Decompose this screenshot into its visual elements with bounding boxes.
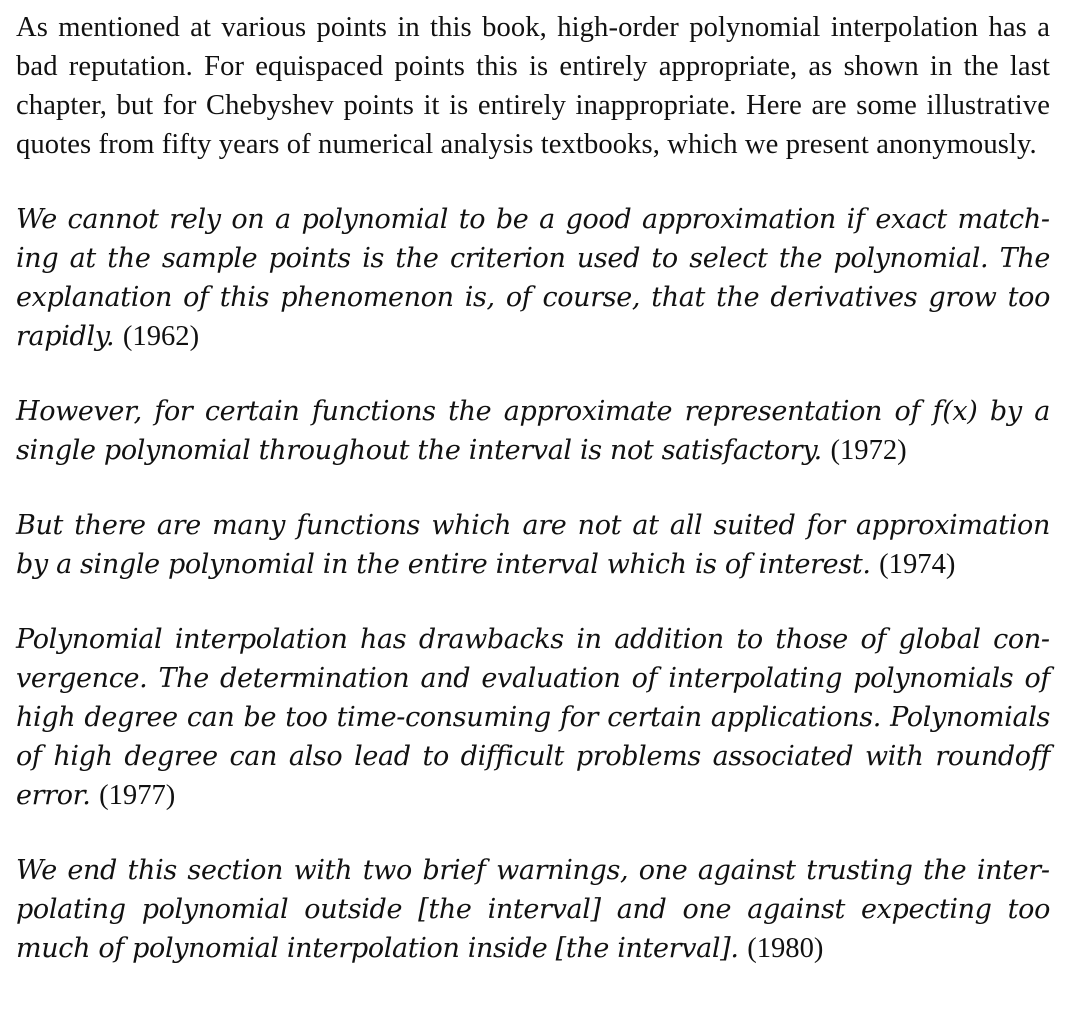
quote-1962	[16, 200, 1050, 356]
quote-year: (1980)	[747, 933, 824, 964]
quote-text: Polynomial interpolation has drawbacks in addition to those of global convergence. The determination and evaluation of interpolating polynomials of high degree can be too time-consuming for certain applications. Polynomials of high degree can also lead to difficult problems associated with roundoff error.	[16, 624, 1050, 811]
quote-1977	[16, 620, 1050, 815]
quote-year: (1977)	[99, 780, 176, 811]
quote-year: (1974)	[879, 549, 956, 580]
quote-1972	[16, 392, 1050, 470]
quote-year: (1962)	[122, 321, 200, 352]
quote-year: (1972)	[830, 435, 907, 466]
quote-text: But there are many functions which are not at all suited for approximation by a single polynomial in the entire interval which is of interest.	[16, 510, 1050, 580]
quote-1980	[16, 851, 1050, 968]
quote-text: We end this section with two brief warnings, one against trusting the interpolating polynomial outside [the interval] and one against expecting too much of polynomial interpolation inside [the interval].	[16, 855, 1050, 964]
quote-text: We cannot rely on a polynomial to be a good approximation if exact matching at the sample points is the criterion used to select the polynomial. The explanation of this phenomenon is, of course, that the derivatives grow too rapidly.	[16, 204, 1050, 352]
intro-paragraph: As mentioned at various points in this book, high-order polynomial interpolation has a bad reputation. For equispaced points this is entirely appropriate, as shown in the last chapter, but for Chebyshev points it is entirely inappropriate. Here are some illustrative quotes from fifty years of numerical analysis textbooks, which we present anonymously.	[16, 12, 1050, 160]
quote-text: However, for certain functions the approximate representation of f(x) by a single polynomial throughout the interval is not satisfactory.	[16, 396, 1050, 466]
quote-1974	[16, 506, 1050, 584]
